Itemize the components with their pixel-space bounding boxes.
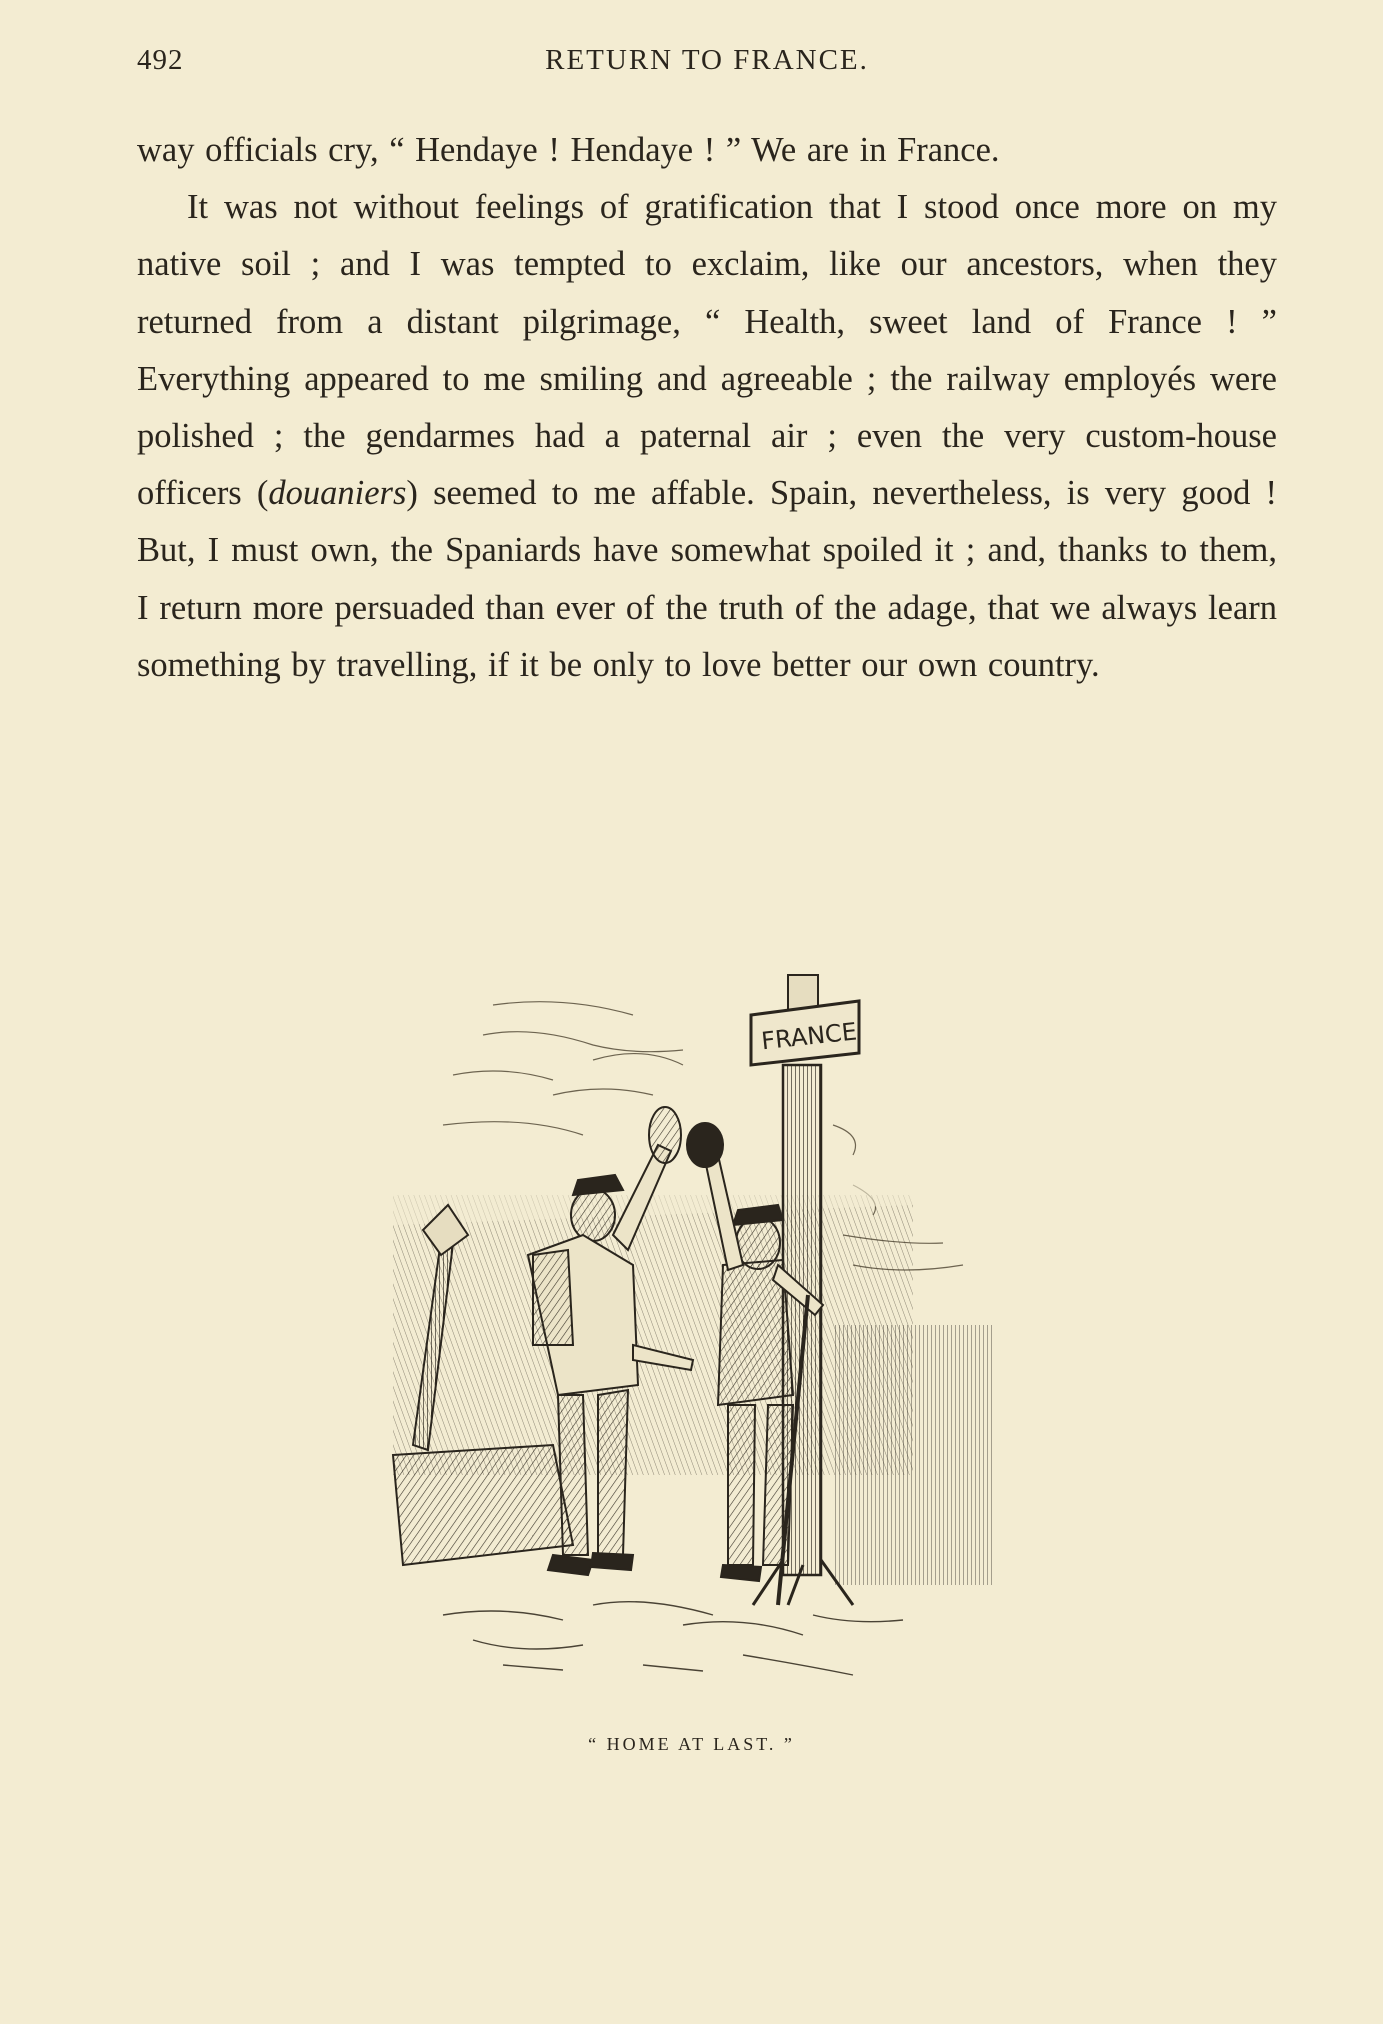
foreground-strokes	[443, 1602, 903, 1675]
engraving-illustration	[383, 965, 1043, 1705]
paragraph-text: It was not without feelings of gratification that I stood once more on my native soil ; and I was tempted to exclaim, like our ancestors, when they returned from a distant pilgrimage, “ Health, sweet land of France ! ” Everything appeared to me smiling and agreeable ; the railway employés were polished ; the gendarmes had a paternal air ; even the very custom-house officers (	[137, 188, 1277, 513]
engraving-drawing	[383, 965, 1043, 1705]
italic-term: douaniers	[268, 474, 407, 513]
page-number: 492	[137, 44, 184, 76]
illustration-caption: “ HOME AT LAST. ”	[588, 1734, 795, 1754]
paragraph-text: ) seemed to me affable. Spain, nevertheless, is very good ! But, I must own, the Spaniards have somewhat spoiled it ; and, thanks to them, I return more persuaded than ever of the truth of the adage, that we always learn something by travelling, if it be only to love better our own country.	[137, 474, 1278, 684]
stone-block	[393, 1445, 573, 1565]
body-text	[137, 122, 1277, 694]
paragraph	[137, 179, 1277, 694]
grass-tuft	[833, 1325, 993, 1585]
paragraph: way officials cry, “ Hendaye ! Hendaye ! ” We are in France.	[137, 131, 1000, 169]
page-header	[137, 44, 1277, 88]
running-head: RETURN TO FRANCE.	[545, 44, 869, 76]
sign-text: FRANCE	[759, 1017, 859, 1056]
